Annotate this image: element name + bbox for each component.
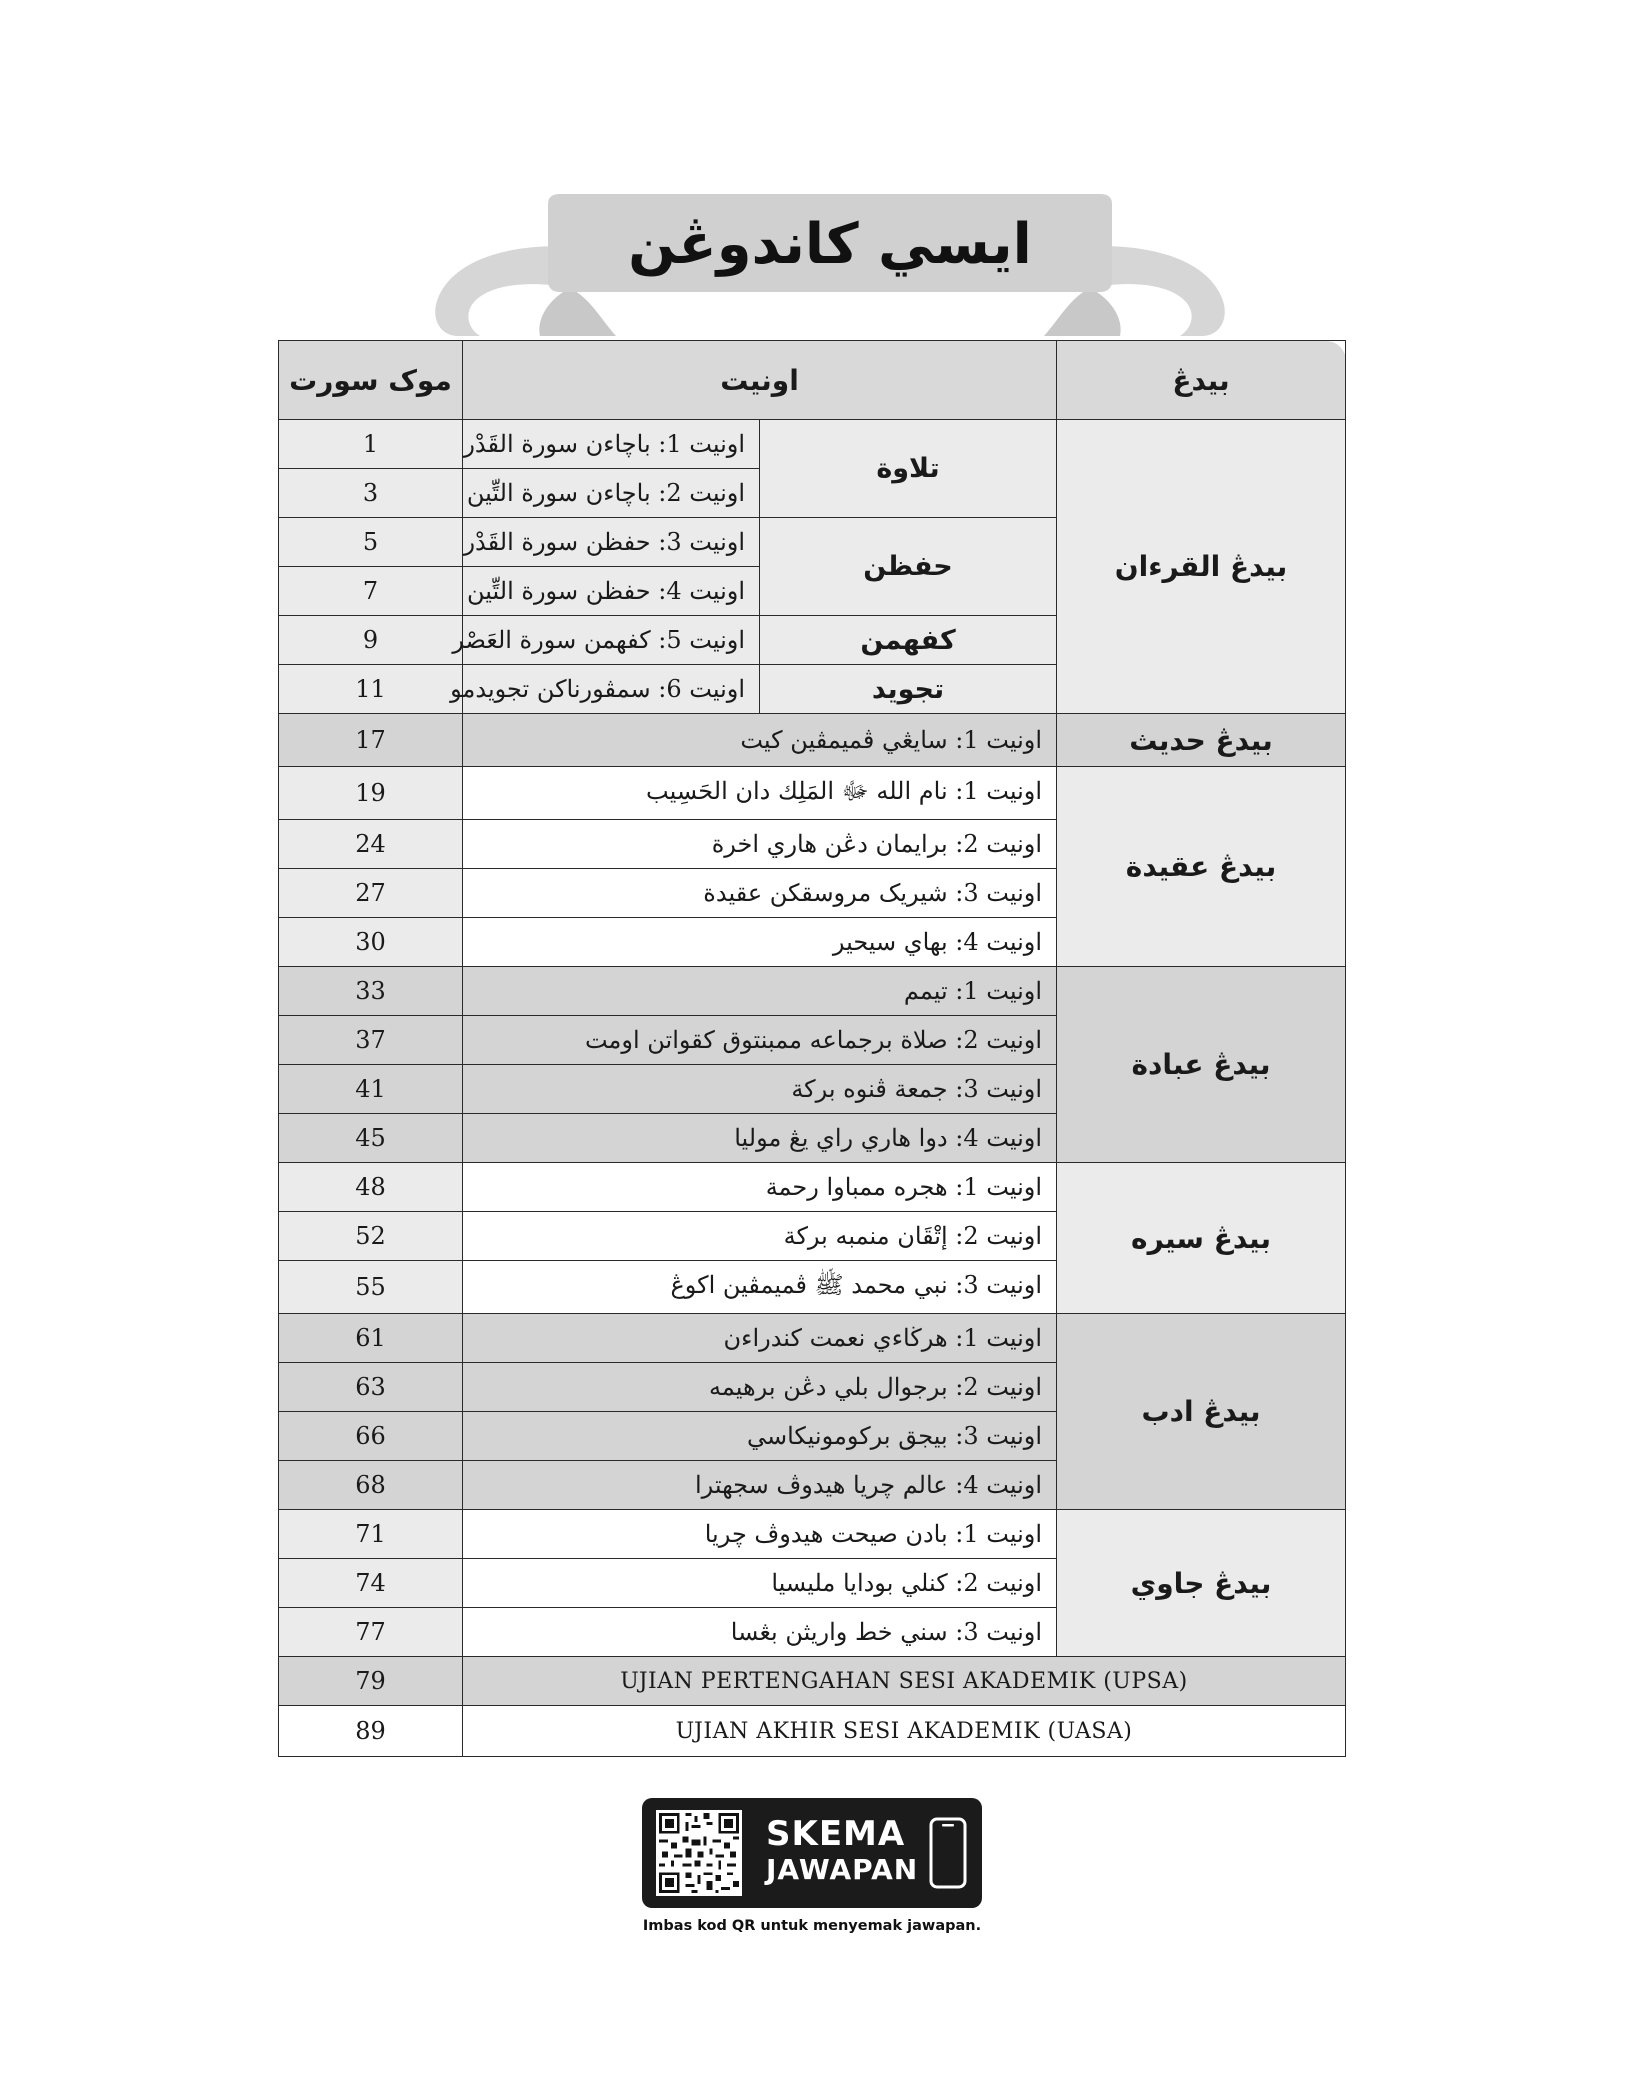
bidang-quran: بيدڠ القرءان — [1057, 420, 1346, 714]
contents-table — [278, 340, 1346, 1757]
badge-line-2: JAWAPAN — [766, 1853, 919, 1886]
table-row — [279, 420, 1346, 469]
page-number: 71 — [279, 1510, 463, 1559]
unit-label: اونيت 1: بادن صيحت هيدوڤ چريا — [463, 1510, 1057, 1559]
table-row — [279, 1510, 1346, 1559]
header-page: موک سورت — [279, 341, 463, 420]
page-number: 17 — [279, 714, 463, 767]
unit-label: اونيت 5: کفهمن سورة العَصْر — [463, 616, 760, 665]
answer-scheme-badge[interactable] — [642, 1798, 982, 1908]
page-number: 52 — [279, 1212, 463, 1261]
bidang-ibadah: بيدڠ عبادة — [1057, 967, 1346, 1163]
table-row — [279, 1163, 1346, 1212]
unit-label: اونيت 2: باچاءن سورة التِّين — [463, 469, 760, 518]
page-number: 68 — [279, 1461, 463, 1510]
table-row — [279, 967, 1346, 1016]
page-number: 89 — [279, 1706, 463, 1757]
unit-label: اونيت 6: سمڤورناکن تجويدمو — [463, 665, 760, 714]
page-number: 61 — [279, 1314, 463, 1363]
unit-label: اونيت 4: دوا هاري راي يڠ موليا — [463, 1114, 1057, 1163]
page-number: 74 — [279, 1559, 463, 1608]
page-number: 55 — [279, 1261, 463, 1314]
bidang-sirah: بيدڠ سيره — [1057, 1163, 1346, 1314]
sub-hafazan: حفظن — [760, 518, 1057, 616]
bidang-adab: بيدڠ ادب — [1057, 1314, 1346, 1510]
table-row — [279, 1314, 1346, 1363]
unit-label: اونيت 1: نام الله ﷻ المَلِك دان الحَسِيب — [463, 767, 1057, 820]
page-number: 63 — [279, 1363, 463, 1412]
unit-label: اونيت 1: هجره ممباوا رحمة — [463, 1163, 1057, 1212]
unit-label: اونيت 1: باچاءن سورة القَدْر — [463, 420, 760, 469]
unit-label: اونيت 1: هرڬاءي نعمت کندراءن — [463, 1314, 1057, 1363]
smartphone-icon — [928, 1816, 968, 1890]
unit-label: اونيت 2: إتْقَان منمبه برکة — [463, 1212, 1057, 1261]
table-row — [279, 767, 1346, 820]
unit-label: اونيت 4: عالم چريا هيدوڤ سجهترا — [463, 1461, 1057, 1510]
page-number: 7 — [279, 567, 463, 616]
table-row — [279, 714, 1346, 767]
unit-label: اونيت 3: بيجق برکومونيکاسي — [463, 1412, 1057, 1461]
page-title: ايسي کاندوڠن — [628, 212, 1032, 277]
page-number: 66 — [279, 1412, 463, 1461]
unit-label: اونيت 3: جمعة ڤنوه برکة — [463, 1065, 1057, 1114]
table-row — [279, 1657, 1346, 1706]
page-number: 19 — [279, 767, 463, 820]
unit-label: اونيت 2: کنلي بودايا مليسيا — [463, 1559, 1057, 1608]
unit-label: اونيت 3: سني خط واريثن بڠسا — [463, 1608, 1057, 1657]
page-number: 48 — [279, 1163, 463, 1212]
exam-label: UJIAN AKHIR SESI AKADEMIK (UASA) — [463, 1706, 1346, 1757]
page-number: 1 — [279, 420, 463, 469]
unit-label: اونيت 4: بهاي سيحير — [463, 918, 1057, 967]
sub-kefahaman: کفهمن — [760, 616, 1057, 665]
page-number: 9 — [279, 616, 463, 665]
unit-label: اونيت 1: سايڠي ڤميمڤين کيت — [463, 714, 1057, 767]
unit-label: اونيت 4: حفظن سورة التِّين — [463, 567, 760, 616]
unit-label: اونيت 2: برجوال بلي دڠن برهيمه — [463, 1363, 1057, 1412]
page-number: 3 — [279, 469, 463, 518]
unit-label: اونيت 1: تيمم — [463, 967, 1057, 1016]
page-number: 24 — [279, 820, 463, 869]
page-number: 79 — [279, 1657, 463, 1706]
unit-label: اونيت 2: صلاة برجماعه ممبنتوق کقواتن اومت — [463, 1016, 1057, 1065]
unit-label: اونيت 2: برايمان دڠن هاري اخرة — [463, 820, 1057, 869]
exam-label: UJIAN PERTENGAHAN SESI AKADEMIK (UPSA) — [463, 1657, 1346, 1706]
page-number: 5 — [279, 518, 463, 567]
badge-line-1: SKEMA — [766, 1814, 906, 1854]
header-unit: اونيت — [463, 341, 1057, 420]
table-row — [279, 1706, 1346, 1757]
unit-label: اونيت 3: نبي محمد ﷺ ڤميمڤين اکوڠ — [463, 1261, 1057, 1314]
badge-label — [766, 1816, 918, 1888]
page-number: 33 — [279, 967, 463, 1016]
sub-tilawah: تلاوة — [760, 420, 1057, 518]
bidang-hadis: بيدڠ حديث — [1057, 714, 1346, 767]
page-number: 30 — [279, 918, 463, 967]
bidang-jawi: بيدڠ جاوي — [1057, 1510, 1346, 1657]
page-number: 37 — [279, 1016, 463, 1065]
page-number: 45 — [279, 1114, 463, 1163]
unit-label: اونيت 3: شيريک مروسقکن عقيدة — [463, 869, 1057, 918]
badge-caption: Imbas kod QR untuk menyemak jawapan. — [642, 1918, 982, 1934]
page-number: 77 — [279, 1608, 463, 1657]
page-number: 27 — [279, 869, 463, 918]
title-banner — [420, 188, 1240, 348]
sub-tajwid: تجويد — [760, 665, 1057, 714]
header-bidang: بيدڠ — [1057, 341, 1346, 420]
unit-label: اونيت 3: حفظن سورة القَدْر — [463, 518, 760, 567]
page-number: 11 — [279, 665, 463, 714]
qr-code-icon[interactable] — [656, 1810, 742, 1896]
page-number: 41 — [279, 1065, 463, 1114]
bidang-akidah: بيدڠ عقيدة — [1057, 767, 1346, 967]
